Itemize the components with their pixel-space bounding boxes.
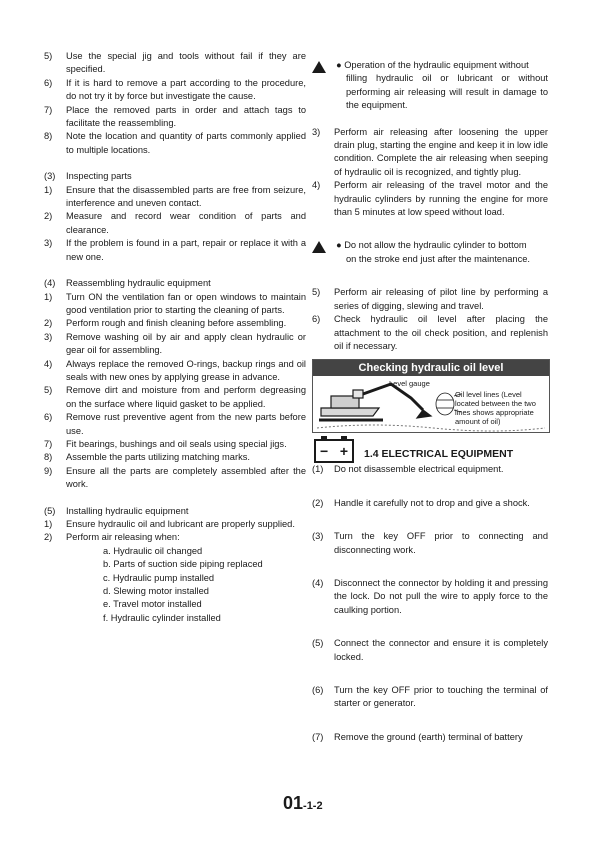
item-text: Turn the key OFF prior to touching the terminal of starter or generator. [334, 684, 548, 709]
warning-text: ● Operation of the hydraulic equipment without [336, 60, 529, 70]
item-text: Measure and record wear condition of parts and clearance. [66, 211, 306, 235]
page-number [283, 792, 323, 817]
item-number: 2) [44, 211, 53, 222]
item-number: (6) [312, 684, 324, 695]
item-number: (3) [312, 531, 324, 542]
item-text: Perform rough and finish cleaning before assembling. [66, 318, 287, 329]
item-number: 7) [44, 438, 53, 449]
sub-list-item: d. Slewing motor installed [103, 586, 209, 597]
item-text: Always replace the removed O-rings, backup rings and oil seals with new ones by applying grease in advance. [66, 358, 306, 382]
list-item [44, 317, 306, 330]
item-text: Ensure all the parts are completely assembled after the work. [66, 465, 306, 490]
list-item [44, 465, 306, 492]
page-number-main: 01 [283, 793, 304, 813]
item-text: Remove washing oil by air and apply clean hydraulic or gear oil for assembling. [66, 331, 306, 356]
item-number: (1) [312, 464, 324, 475]
list-item [312, 731, 548, 744]
item-text: Turn the key OFF prior to connecting and disconnecting work. [334, 531, 548, 555]
item-text: Do not disassemble electrical equipment. [334, 464, 504, 475]
page-number-sub: -1-2 [303, 800, 323, 812]
warning-text-continued: on the stroke end just after the maintenance. [346, 253, 530, 264]
item-text: Assemble the parts utilizing matching marks. [66, 452, 250, 463]
item-number: 3) [44, 238, 53, 249]
item-text: Place the removed parts in order and attach tags to facilitate the reassembling. [66, 104, 306, 129]
item-text: Perform air releasing of the travel motor and the hydraulic cylinders by running the engine for more than 5 minutes at low speed without load. [334, 180, 548, 218]
list-item [44, 451, 306, 464]
item-number: 3) [312, 126, 321, 137]
oil-level-note: Oil level lines (Level located between the two lines shows appropriate amount of oil) [455, 390, 536, 427]
warning-note-air-releasing [312, 59, 548, 113]
item-number: 1) [44, 291, 53, 302]
item-number: 4) [312, 180, 321, 191]
item-number: 7) [44, 104, 53, 115]
warning-text-continued: filling hydraulic oil or lubricant or without performing air releasing will result in damage to the equipment. [346, 73, 548, 111]
list-item [44, 531, 306, 544]
item-number: 1) [44, 519, 53, 529]
list-item [44, 384, 306, 411]
list-item [312, 577, 548, 617]
item-text: Use the special jig and tools without fail if they are specified. [66, 51, 306, 75]
sub-list-item: c. Hydraulic pump installed [103, 572, 215, 583]
item-text: Perform air releasing of pilot line by performing a series of digging, slewing and travel. [334, 287, 548, 311]
section-title-text: Inspecting parts [66, 171, 132, 182]
sub-list-item: a. Hydraulic oil changed [103, 545, 203, 556]
item-number: 8) [44, 131, 53, 142]
battery-plus-symbol: + [339, 443, 348, 460]
list-item [44, 291, 306, 318]
item-text: Fit bearings, bushings and oil seals using special jigs. [66, 438, 287, 449]
sub-list-item: b. Parts of suction side piping replaced [103, 559, 263, 570]
figure-title: Checking hydraulic oil level [313, 360, 549, 376]
item-text: Ensure that the disassembled parts are free from seizure, interference and uneven contact. [66, 184, 306, 209]
item-number: (2) [312, 497, 324, 508]
list-item [312, 126, 548, 180]
list-item [312, 463, 548, 476]
item-text: Remove rust preventive agent from the new parts before use. [66, 412, 306, 436]
item-text: Handle it carefully not to drop and give a shock. [334, 497, 530, 508]
item-number: 6) [44, 412, 53, 423]
section-title-text: Installing hydraulic equipment [66, 505, 189, 516]
item-number: 5) [44, 385, 53, 396]
level-gauge-label: Level gauge [389, 379, 430, 389]
item-text: Remove the ground (earth) terminal of battery [334, 731, 523, 742]
warning-note-cylinder [312, 239, 548, 266]
item-text: Remove dirt and moisture from and perform degreasing on the surface where liquid gasket to be applied. [66, 385, 306, 409]
list-item [44, 358, 306, 385]
electrical-section-title: 1.4 ELECTRICAL EQUIPMENT [364, 447, 514, 460]
section-number: (3) [44, 171, 56, 182]
section-number: (4) [44, 278, 56, 289]
item-number: 3) [44, 331, 53, 342]
item-number: 5) [44, 51, 53, 61]
battery-icon [314, 439, 354, 463]
sub-list-item: f. Hydraulic cylinder installed [103, 612, 221, 623]
item-number: 8) [44, 452, 53, 463]
warning-triangle-icon [312, 59, 336, 113]
item-text: Note the location and quantity of parts commonly applied to multiple locations. [66, 131, 306, 155]
left-column [44, 50, 306, 625]
item-number: (7) [312, 731, 324, 742]
item-text: Perform air releasing when: [66, 532, 180, 543]
oil-level-figure [312, 359, 550, 433]
item-text: Check hydraulic oil level after placing the attachment to the oil check position, and replenish oil if necessary. [334, 314, 548, 351]
item-number: 9) [44, 465, 53, 476]
list-item [312, 530, 548, 557]
list-item [44, 104, 306, 131]
sub-list-item: e. Travel motor installed [103, 599, 202, 610]
section-heading-reassembling [44, 277, 306, 290]
item-number: 1) [44, 184, 53, 195]
list-item [44, 130, 306, 157]
item-number: (4) [312, 577, 324, 588]
item-text: Disconnect the connector by holding it and pressing the lock. Do not pull the wire to apply force to the caulking portion. [334, 577, 548, 615]
list-item [312, 497, 548, 510]
list-item [44, 77, 306, 104]
list-item [44, 50, 306, 77]
item-text: If the problem is found in a part, repair or replace it with a new one. [66, 238, 306, 262]
warning-text: ● Do not allow the hydraulic cylinder to bottom [336, 240, 527, 251]
right-column [312, 50, 548, 744]
list-item [44, 518, 306, 531]
section-heading-inspecting [44, 170, 306, 183]
list-item [312, 637, 548, 664]
electrical-section-header [312, 439, 548, 463]
item-number: 6) [44, 77, 53, 88]
warning-triangle-icon [312, 239, 336, 266]
item-text: Ensure hydraulic oil and lubricant are properly supplied. [66, 519, 295, 529]
list-item [44, 411, 306, 438]
item-number: 2) [44, 318, 53, 329]
item-text: Connect the connector and ensure it is completely locked. [334, 638, 548, 662]
item-text: If it is hard to remove a part according to the procedure, do not try it by force but investigate the cause. [66, 77, 306, 102]
item-number: 6) [312, 314, 321, 325]
list-item [312, 179, 548, 219]
list-item [312, 286, 548, 313]
battery-minus-symbol: − [320, 443, 329, 460]
item-text: Turn ON the ventilation fan or open windows to maintain good ventilation prior to starting the cleaning of parts. [66, 291, 306, 315]
section-number: (5) [44, 505, 56, 516]
list-item [44, 184, 306, 211]
item-number: (5) [312, 638, 324, 649]
section-title-text: Reassembling hydraulic equipment [66, 278, 211, 289]
section-heading-installing [44, 505, 306, 518]
item-number: 2) [44, 532, 53, 543]
item-number: 4) [44, 358, 53, 369]
list-item [44, 331, 306, 358]
list-item [44, 237, 306, 264]
list-item [44, 438, 306, 451]
list-item [312, 313, 548, 353]
list-item [312, 684, 548, 711]
list-item [44, 210, 306, 237]
item-number: 5) [312, 287, 321, 298]
item-text: Perform air releasing after loosening the upper drain plug, starting the engine and keep it in low idle condition. Complete the air releasing when seeping of hydraulic oil is recognized, and tightly plug. [334, 126, 548, 177]
